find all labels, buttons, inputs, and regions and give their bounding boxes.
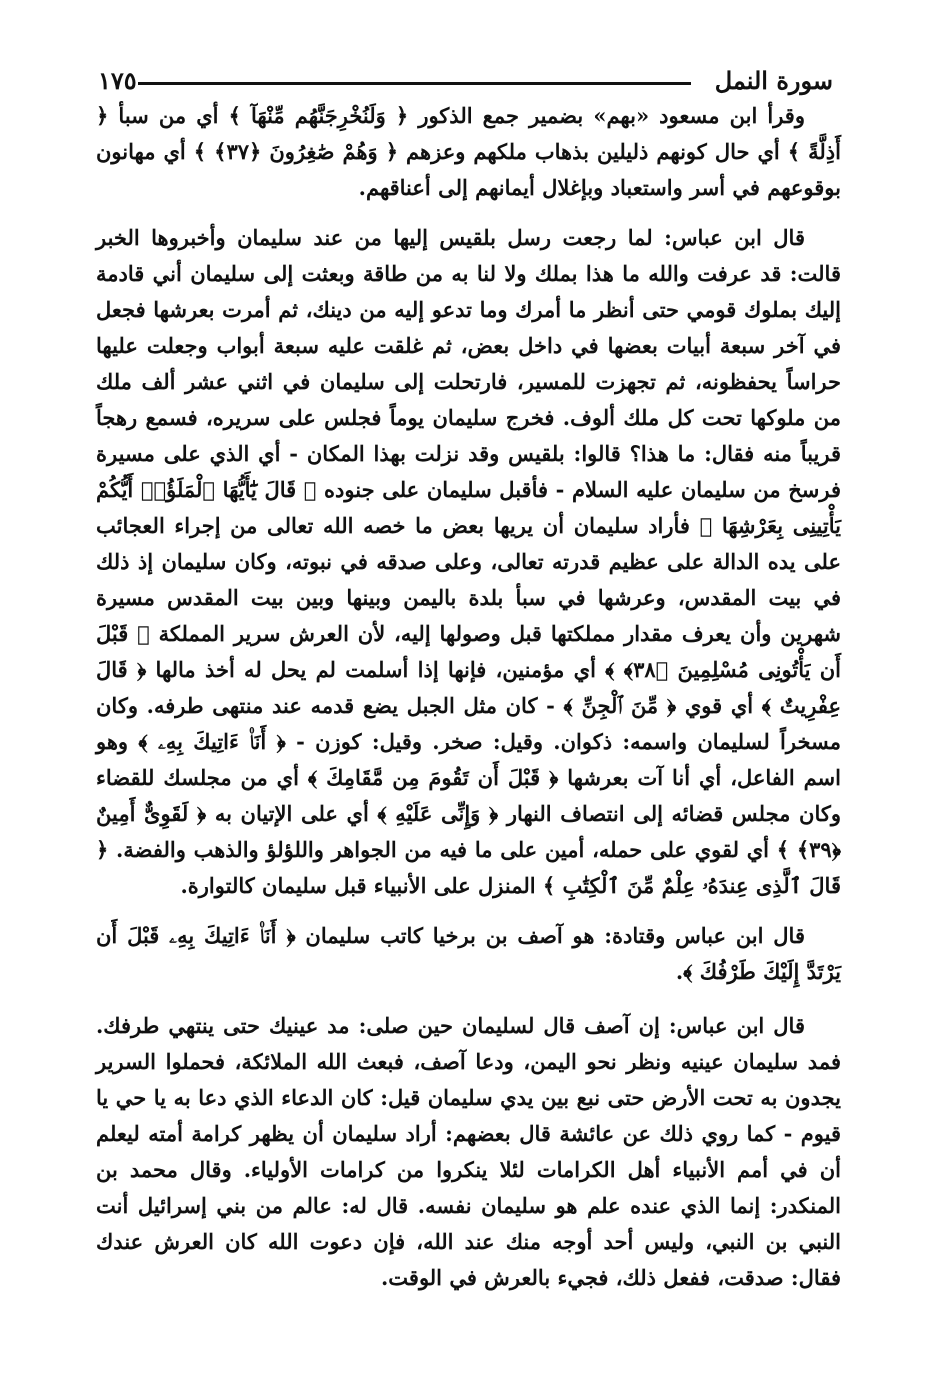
paragraph-4: قال ابن عباس: إن آصف قال لسليمان حين صلى: مد عينيك حتى ينتهي طرفك. فمد سليمان عينيه ونظر نحو اليمن، ودعا آصف، فبعث الله الملائكة، فحملوا السرير يجدون به تحت الأرض حتى نبع بين يدي سليمان قيل: كان الدعاء الذي دعا به يا حي يا قيوم - كما روي ذلك عن عائشة قال بعضهم: أراد سليمان أن يظهر كرامة أمته ليعلم أن في أمم الأنبياء أهل الكرامات لئلا ينكروا من كرامات الأولياء. وقال محمد بن المنكدر: إنما الذي عنده علم هو سليمان نفسه. قال له: عالم من بني إسرائيل أنت النبي بن النبي، وليس أحد أوجه منك عند الله، فإن دعوت الله كان العرش عندك فقال: صدقت، ففعل ذلك، فجيء بالعرش في الوقت. xyxy=(96,1013,841,1290)
paragraph-1: وقرأ ابن مسعود «بهم» بضمير جمع الذكور ﴿ وَلَنُخْرِجَنَّهُم مِّنْهَآ ﴾ أي من سبأ ﴿ أَذِلَّةً ﴾ أي حال كونهم ذليلين بذهاب ملكهم وعزهم ﴿ وَهُمْ صَٰغِرُونَ ﴿٣٧﴾ ﴾ أي مهانون بوقوعهم في أسر واستعباد وبإغلال أيمانهم إلى أعناقهم. xyxy=(96,103,841,200)
page-number: ١٧٥ xyxy=(98,66,137,95)
page-header xyxy=(38,58,901,98)
page-body xyxy=(38,98,901,1296)
surah-title: سورة النمل xyxy=(714,66,833,95)
paragraph-3: قال ابن عباس وقتادة: هو آصف بن برخيا كاتب سليمان ﴿ أَنَا۠ ءَاتِيكَ بِهِۦ قَبْلَ أَن يَرْتَدَّ إِلَيْكَ طَرْفُكَ ﴾. xyxy=(96,923,841,984)
paragraph-2: قال ابن عباس: لما رجعت رسل بلقيس إليها من عند سليمان وأخبروها الخبر قالت: قد عرفت والله ما هذا بملك ولا لنا به من طاقة وبعثت إلى سليمان أني قادمة إليك بملوك قومي حتى أنظر ما أمرك وما تدعو إليه من دينك، ثم أمرت بعرشها فجعل في آخر سبعة أبيات بعضها في داخل بعض، ثم غلقت عليه سبعة أبواب وجعلت عليها حراساً يحفظونه، ثم تجهزت للمسير، فارتحلت إلى سليمان في اثني عشر ألف ملك من ملوكها تحت كل ملك ألوف. فخرج سليمان يوماً فجلس على سريره، فسمع رهجاً قريباً منه فقال: ما هذا؟ قالوا: بلقيس وقد نزلت بهذا المكان - أي الذي على مسيرة فرسخ من سليمان عليه السلام - فأقبل سليمان على جنوده ﴿ قَالَ يَٰٓأَيُّهَا ٱلْمَلَؤُا۟ أَيُّكُمْ يَأْتِينِى بِعَرْشِهَا ﴾ فأراد سليمان أن يريها بعض ما خصه الله تعالى من إجراء العجائب على يده الدالة على عظيم قدرته تعالى، وعلى صدقه في نبوته، وكان سليمان إذ ذلك في بيت المقدس، وعرشها في سبأ بلدة باليمن وبينها وبين بيت المقدس مسيرة شهرين وأن يعرف مقدار مملكتها قبل وصولها إليه، لأن العرش سرير المملكة ﴿ قَبْلَ أَن يَأْتُونِى مُسْلِمِينَ ﴿٣٨﴾ ﴾ أي مؤمنين، فإنها إذا أسلمت لم يحل له أخذ مالها ﴿ قَالَ عِفْرِيتٌ ﴾ أي قوي ﴿ مِّنَ ٱلْجِنِّ ﴾ - كان مثل الجبل يضع قدمه عند منتهى طرفه. وكان مسخراً لسليمان واسمه: ذكوان. وقيل: صخر. وقيل: كوزن - ﴿ أَنَا۠ ءَاتِيكَ بِهِۦ ﴾ وهو اسم الفاعل، أي أنا آت بعرشها ﴿ قَبْلَ أَن تَقُومَ مِن مَّقَامِكَ ﴾ أي من مجلسك للقضاء وكان مجلس قضائه إلى انتصاف النهار ﴿ وَإِنِّى عَلَيْهِ ﴾ أي على الإتيان به ﴿ لَقَوِىٌّ أَمِينٌ ﴿٣٩﴾ ﴾ أي لقوي على حمله، أمين على ما فيه من الجواهر واللؤلؤ والذهب والفضة. ﴿ قَالَ ٱلَّذِى عِندَهُۥ عِلْمٌ مِّنَ ٱلْكِتَٰبِ ﴾ المنزل على الأنبياء قبل سليمان كالتوارة. xyxy=(96,225,841,898)
header-rule xyxy=(138,82,691,85)
